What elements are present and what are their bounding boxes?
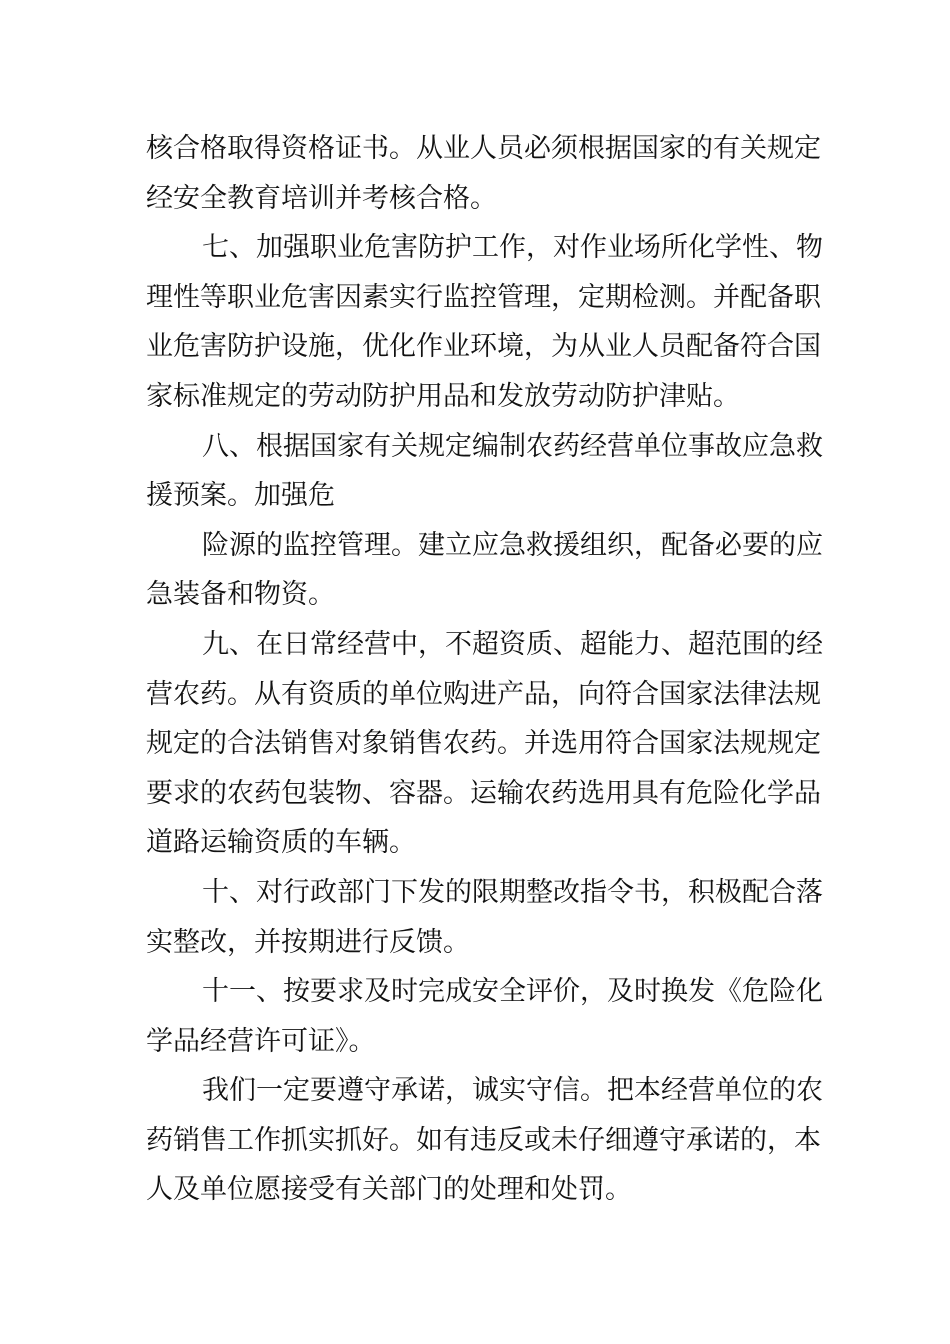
paragraph-line: 七、加强职业危害防护工作，对作业场所化学性、物 [202, 232, 823, 264]
paragraph-line: 营农药。从有资质的单位购进产品，向符合国家法律法规 [146, 678, 821, 710]
paragraph-item-11 [146, 967, 823, 1066]
paragraph-item-8-continued [146, 521, 823, 620]
paragraph-line: 学品经营许可证》。 [146, 1025, 376, 1057]
paragraph-line: 业危害防护设施，优化作业环境，为从业人员配备符合国 [146, 331, 821, 363]
paragraph-line: 我们一定要遵守承诺，诚实守信。把本经营单位的农 [202, 1075, 823, 1107]
paragraph-item-8 [146, 422, 823, 521]
document-body [146, 124, 823, 1215]
paragraph-item-10 [146, 868, 823, 967]
paragraph-line: 险源的监控管理。建立应急救援组织，配备必要的应 [202, 529, 823, 561]
paragraph-line: 急装备和物资。 [146, 579, 335, 611]
paragraph-item-7 [146, 223, 823, 421]
paragraph-line: 道路运输资质的车辆。 [146, 827, 416, 859]
paragraph-line: 药销售工作抓实抓好。如有违反或未仔细遵守承诺的，本 [146, 1124, 821, 1156]
paragraph-line: 实整改，并按期进行反馈。 [146, 926, 470, 958]
paragraph-line: 核合格取得资格证书。从业人员必须根据国家的有关规定 [146, 133, 821, 164]
paragraph-line: 十一、按要求及时完成安全评价，及时换发《危险化 [202, 976, 823, 1008]
paragraph-item-9 [146, 620, 823, 868]
paragraph-line: 九、在日常经营中，不超资质、超能力、超范围的经 [202, 628, 823, 660]
paragraph-line: 经安全教育培训并考核合格。 [146, 182, 497, 214]
paragraph-line: 援预案。加强危 [146, 480, 335, 512]
paragraph-closing-commitment [146, 1066, 823, 1215]
paragraph-line: 人及单位愿接受有关部门的处理和处罚。 [146, 1174, 632, 1206]
paragraph-line: 八、根据国家有关规定编制农药经营单位事故应急救 [202, 430, 823, 462]
paragraph-line: 理性等职业危害因素实行监控管理，定期检测。并配备职 [146, 281, 821, 313]
paragraph-line: 要求的农药包装物、容器。运输农药选用具有危险化学品 [146, 777, 821, 809]
paragraph-line: 十、对行政部门下发的限期整改指令书，积极配合落 [202, 876, 823, 908]
paragraph-line: 规定的合法销售对象销售农药。并选用符合国家法规规定 [146, 728, 821, 760]
paragraph-line: 家标准规定的劳动防护用品和发放劳动防护津贴。 [146, 380, 740, 412]
paragraph-continued-certification [146, 124, 821, 223]
